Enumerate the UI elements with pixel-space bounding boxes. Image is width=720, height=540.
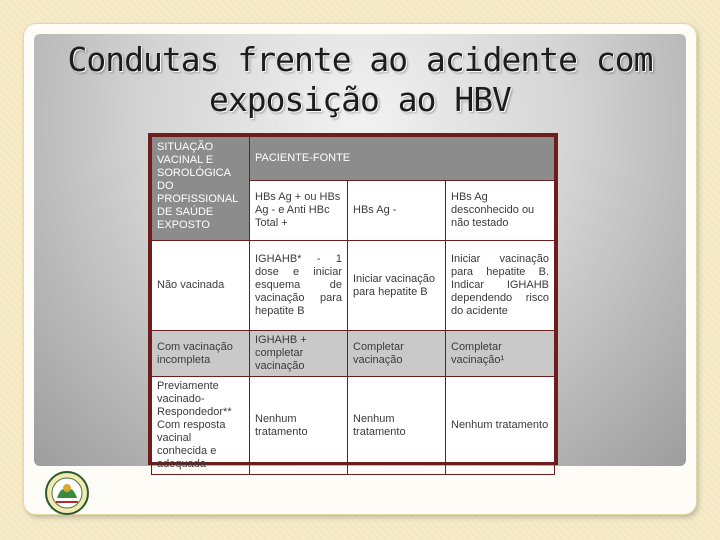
row-cell: Iniciar vacinação para hepatite B. Indicar IGHAHB dependendo risco do acidente bbox=[446, 241, 555, 331]
row-situation: Não vacinada bbox=[152, 241, 250, 331]
institution-logo-icon bbox=[42, 470, 92, 516]
slide-title-line-2: exposição ao HBV bbox=[209, 80, 511, 119]
source-column-negative: HBs Ag - bbox=[348, 181, 446, 241]
slide-title bbox=[34, 40, 686, 120]
header-source-patient: PACIENTE-FONTE bbox=[250, 137, 555, 181]
row-cell: Nenhum tratamento bbox=[250, 377, 348, 475]
row-cell: Nenhum tratamento bbox=[446, 377, 555, 475]
source-column-positive: HBs Ag + ou HBs Ag - e Anti HBc Total + bbox=[250, 181, 348, 241]
slide-title-line-1: Condutas frente ao acidente com bbox=[67, 40, 653, 79]
row-cell: IGHAHB* - 1 dose e iniciar esquema de vacinação para hepatite B bbox=[250, 241, 348, 331]
row-cell: IGHAHB + completar vacinação bbox=[250, 331, 348, 377]
row-situation: Previamente vacinado-Respondedor** Com resposta vacinal conhecida e adequada bbox=[152, 377, 250, 475]
header-situation: SITUAÇÃO VACINAL E SOROLÓGICA DO PROFISSIONAL DE SAÚDE EXPOSTO bbox=[152, 137, 250, 241]
hbv-conduct-table bbox=[148, 133, 558, 470]
row-cell: Completar vacinação¹ bbox=[446, 331, 555, 377]
row-cell: Nenhum tratamento bbox=[348, 377, 446, 475]
row-situation: Com vacinação incompleta bbox=[152, 331, 250, 377]
row-cell: Iniciar vacinação para hepatite B bbox=[348, 241, 446, 331]
conduct-table bbox=[151, 136, 555, 475]
table-row bbox=[152, 377, 555, 475]
source-column-unknown: HBs Ag desconhecido ou não testado bbox=[446, 181, 555, 241]
table-row bbox=[152, 331, 555, 377]
row-cell: Completar vacinação bbox=[348, 331, 446, 377]
table-row bbox=[152, 241, 555, 331]
